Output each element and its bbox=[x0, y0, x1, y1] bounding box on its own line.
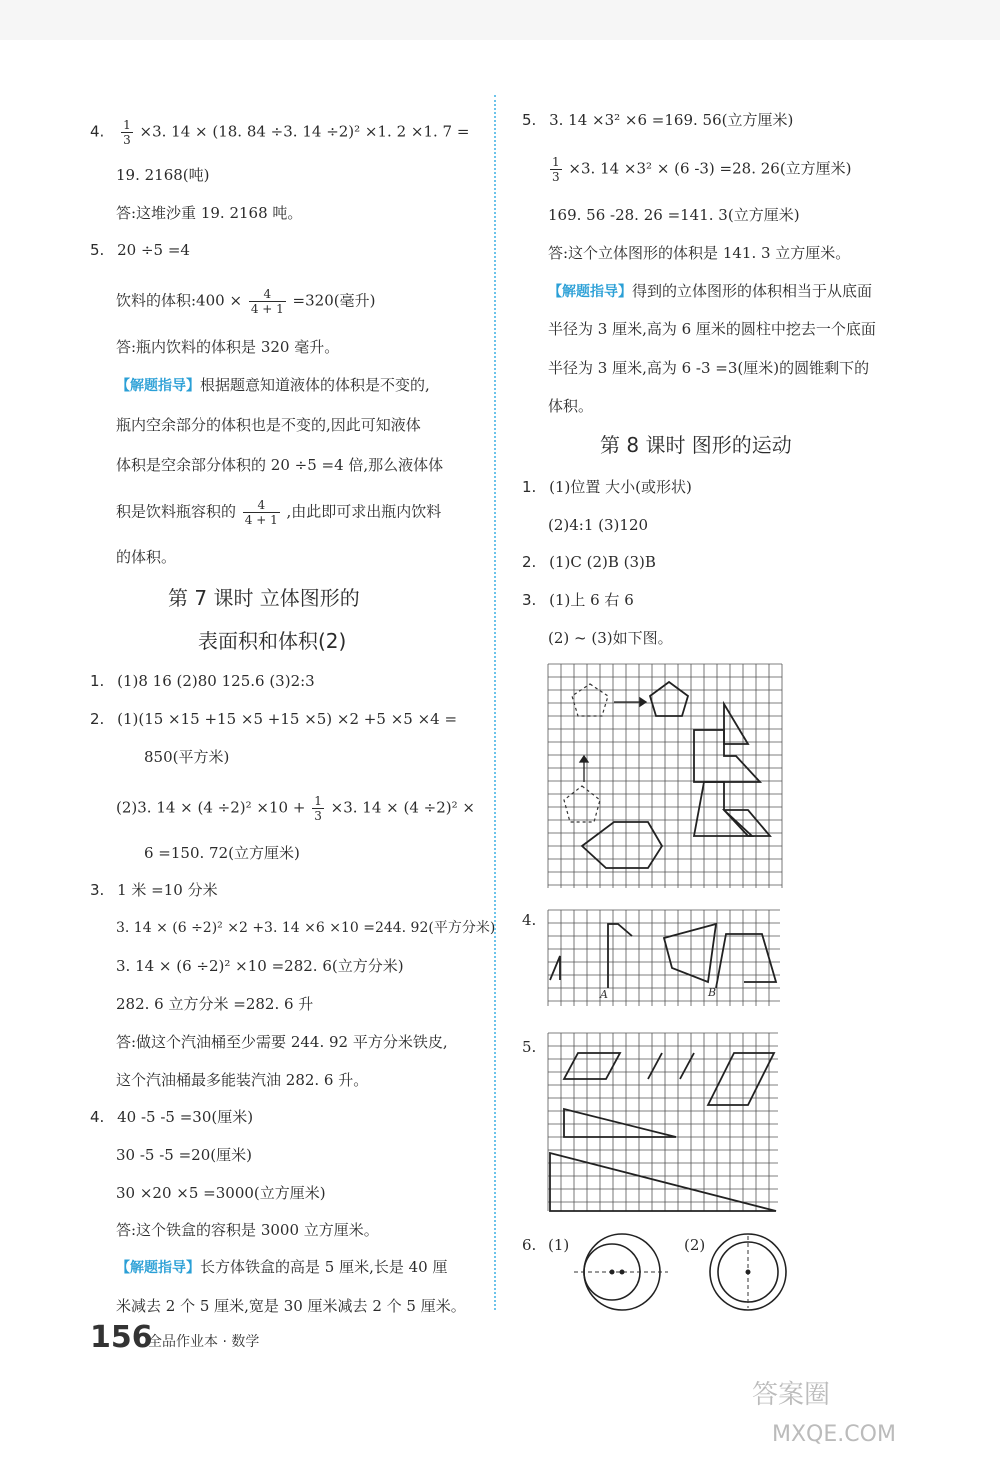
s7-q4-line1: 4. 40 -5 -5 =30(厘米) bbox=[90, 1108, 254, 1126]
book-title: 全品作业本 · 数学 bbox=[148, 1334, 260, 1350]
s7-q4-line3: 30 ×20 ×5 =3000(立方厘米) bbox=[116, 1184, 326, 1202]
right-q5-line1: 5. 3. 14 ×3² ×6 =169. 56(立方厘米) bbox=[522, 111, 794, 129]
tip-tag: 【解题指导】 bbox=[116, 378, 200, 394]
left-q5-tip-2: 瓶内空余部分的体积也是不变的,因此可知液体 bbox=[116, 416, 421, 434]
fraction-one-third: $\frac{1}{3}$ bbox=[123, 118, 131, 147]
left-q5-answer: 答:瓶内饮料的体积是 320 毫升。 bbox=[116, 338, 340, 356]
s8-q6-label-2: (2) bbox=[684, 1236, 706, 1254]
pentagon-solid bbox=[650, 682, 688, 716]
grid-lines bbox=[548, 1033, 778, 1211]
grid-lines bbox=[548, 664, 782, 888]
s8-q3-line2: (2) ~ (3)如下图。 bbox=[548, 629, 673, 647]
label-b: B bbox=[708, 986, 717, 999]
left-q4-line2: 19. 2168(吨) bbox=[116, 166, 210, 184]
s7-q4-line2: 30 -5 -5 =20(厘米) bbox=[116, 1146, 252, 1164]
s8-q3-line1: 3. (1)上 6 右 6 bbox=[522, 591, 634, 609]
fraction: $\frac{4}{4 + 1}$ bbox=[250, 287, 284, 316]
q6-circles-1 bbox=[572, 1232, 672, 1312]
label-a: A bbox=[600, 988, 608, 1001]
s8-q5-num: 5. bbox=[522, 1038, 537, 1056]
q5-parallelograms bbox=[564, 1053, 774, 1105]
arrow-right bbox=[614, 698, 646, 706]
section-7-title-line2: 表面积和体积(2) bbox=[198, 629, 347, 653]
rotated-shapes bbox=[694, 704, 770, 836]
s8-q6-label-1: (1) bbox=[548, 1236, 570, 1254]
right-q5-tip-1: 【解题指导】得到的立体图形的体积相当于从底面 bbox=[548, 282, 873, 300]
left-q5-tip-5: 的体积。 bbox=[116, 548, 177, 566]
right-q5-tip-4: 体积。 bbox=[548, 397, 594, 415]
right-q5-line3: 169. 56 -28. 26 =141. 3(立方厘米) bbox=[548, 206, 800, 224]
s8-q2: 2. (1)C (2)B (3)B bbox=[522, 553, 656, 571]
q3-grid-figure bbox=[548, 664, 788, 894]
grid-lines bbox=[548, 910, 780, 1006]
tip-tag: 【解题指导】 bbox=[116, 1260, 200, 1276]
s8-q1-line1: 1. (1)位置 大小(或形状) bbox=[522, 478, 692, 496]
left-q5-line1: 5. 20 ÷5 =4 bbox=[90, 241, 190, 259]
left-q4-line1: 4. $\frac{1}{3}$ ×3. 14 × (18. 84 ÷3. 14 ÷2)² ×1. 2 ×1. 7 = bbox=[90, 118, 470, 147]
s7-q4-answer: 答:这个铁盒的容积是 3000 立方厘米。 bbox=[116, 1221, 379, 1239]
right-q5-answer: 答:这个立体图形的体积是 141. 3 立方厘米。 bbox=[548, 244, 851, 262]
page-number: 156 bbox=[90, 1320, 153, 1355]
left-q5-line2: 饮料的体积:400 × $\frac{4}{4 + 1}$ =320(毫升) bbox=[116, 287, 376, 316]
s7-q3-line2: 3. 14 × (6 ÷2)² ×2 +3. 14 ×6 ×10 =244. 92(平方分米) bbox=[116, 920, 496, 936]
s7-q2-line3: (2)3. 14 × (4 ÷2)² ×10 + $\frac{1}{3}$ ×3. 14 × (4 ÷2)² × bbox=[116, 794, 475, 823]
s8-q1-line2: (2)4:1 (3)120 bbox=[548, 516, 649, 534]
q6-circles-2 bbox=[708, 1232, 808, 1312]
fraction-one-third: $\frac{1}{3}$ bbox=[314, 794, 322, 823]
column-divider bbox=[494, 95, 496, 1310]
watermark-top: 答案圈 bbox=[752, 1380, 831, 1410]
fraction-one-third: $\frac{1}{3}$ bbox=[552, 155, 560, 184]
s7-tip-1: 【解题指导】长方体铁盒的高是 5 厘米,长是 40 厘 bbox=[116, 1258, 448, 1276]
s8-q6-num: 6. bbox=[522, 1236, 537, 1254]
left-q4-answer: 答:这堆沙重 19. 2168 吨。 bbox=[116, 204, 303, 222]
right-q5-tip-2: 半径为 3 厘米,高为 6 厘米的圆柱中挖去一个底面 bbox=[548, 320, 876, 338]
s7-q3-line3: 3. 14 × (6 ÷2)² ×10 =282. 6(立方分米) bbox=[116, 957, 404, 975]
section-7-title-line1: 第 7 课时 立体图形的 bbox=[168, 586, 360, 610]
s7-q3-line1: 3. 1 米 =10 分米 bbox=[90, 881, 218, 899]
top-margin bbox=[0, 0, 1000, 40]
watermark-bottom: MXQE.COM bbox=[772, 1422, 896, 1447]
dashed-pentagon-top bbox=[572, 684, 608, 716]
s8-q4-num: 4. bbox=[522, 911, 537, 929]
q4-grid-figure bbox=[548, 910, 784, 1010]
s7-q2-line1: 2. (1)(15 ×15 +15 ×5 +15 ×5) ×2 +5 ×5 ×4 = bbox=[90, 710, 458, 728]
left-q5-tip-1: 【解题指导】根据题意知道液体的体积是不变的, bbox=[116, 376, 430, 394]
s7-q3-answer-2: 这个汽油桶最多能装汽油 282. 6 升。 bbox=[116, 1071, 369, 1089]
left-q5-tip-4: 积是饮料瓶容积的 $\frac{4}{4 + 1}$ ,由此即可求出瓶内饮料 bbox=[116, 498, 442, 527]
s7-tip-2: 米减去 2 个 5 厘米,宽是 30 厘米减去 2 个 5 厘米。 bbox=[116, 1297, 466, 1315]
q5-grid-figure bbox=[548, 1033, 780, 1213]
right-q5-tip-3: 半径为 3 厘米,高为 6 -3 =3(厘米)的圆锥剩下的 bbox=[548, 359, 870, 377]
tip-tag: 【解题指导】 bbox=[548, 284, 632, 300]
q4-shapes bbox=[550, 924, 776, 988]
watermark-logo bbox=[732, 1363, 972, 1453]
fraction: $\frac{4}{4 + 1}$ bbox=[244, 498, 278, 527]
question-number: 4. bbox=[90, 122, 105, 141]
hexagon bbox=[582, 822, 662, 868]
s7-q2-line4: 6 =150. 72(立方厘米) bbox=[144, 844, 300, 862]
s7-q3-line4: 282. 6 立方分米 =282. 6 升 bbox=[116, 995, 314, 1013]
s7-q1: 1. (1)8 16 (2)80 125.6 (3)2:3 bbox=[90, 672, 315, 690]
s7-q3-answer-1: 答:做这个汽油桶至少需要 244. 92 平方分米铁皮, bbox=[116, 1033, 448, 1051]
section-8-title: 第 8 课时 图形的运动 bbox=[600, 433, 792, 457]
dashed-pentagon-bottom bbox=[564, 786, 600, 822]
right-q5-line2: $\frac{1}{3}$ ×3. 14 ×3² × (6 -3) =28. 26(立方厘米) bbox=[552, 155, 852, 184]
left-q5-tip-3: 体积是空余部分体积的 20 ÷5 =4 倍,那么液体体 bbox=[116, 456, 444, 474]
s7-q2-line2: 850(平方米) bbox=[144, 748, 230, 766]
